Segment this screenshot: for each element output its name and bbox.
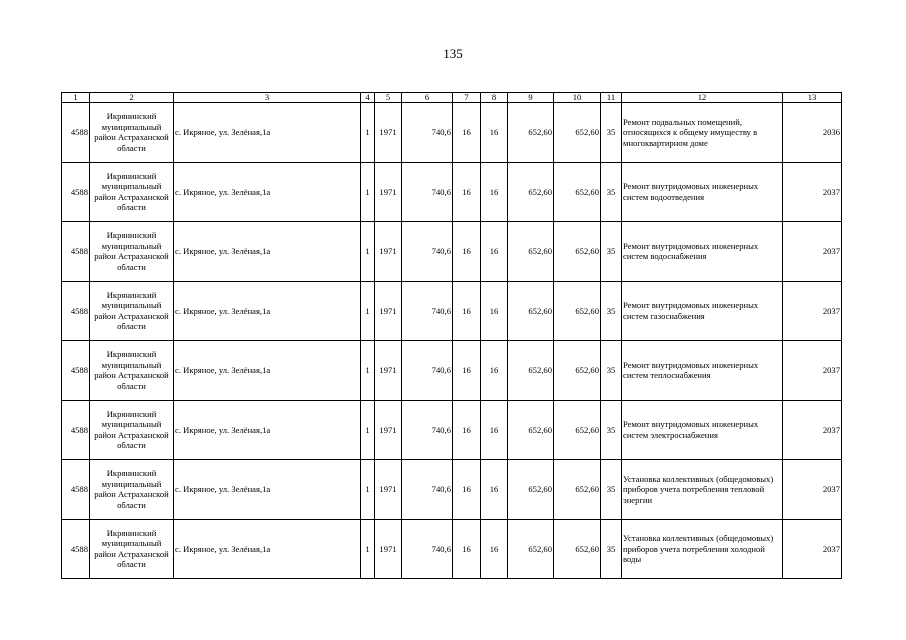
cell-col11: 35 xyxy=(601,400,622,460)
cell-col4: 1 xyxy=(361,460,375,520)
header-cell-13: 13 xyxy=(783,93,842,103)
cell-year: 1971 xyxy=(375,400,402,460)
cell-area-1: 652,60 xyxy=(508,162,554,222)
cell-address: с. Икряное, ул. Зелёная,1а xyxy=(174,103,361,163)
cell-year-planned: 2037 xyxy=(783,341,842,401)
cell-total-area: 740,6 xyxy=(402,103,453,163)
cell-address: с. Икряное, ул. Зелёная,1а xyxy=(174,341,361,401)
cell-object-id: 4588 xyxy=(62,460,90,520)
cell-work-type: Ремонт внутридомовых инженерных систем электроснабжения xyxy=(622,400,783,460)
cell-object-id: 4588 xyxy=(62,400,90,460)
cell-area-2: 652,60 xyxy=(554,281,601,341)
cell-area-1: 652,60 xyxy=(508,400,554,460)
cell-year-planned: 2037 xyxy=(783,162,842,222)
cell-col7: 16 xyxy=(453,222,481,282)
cell-object-id: 4588 xyxy=(62,103,90,163)
header-cell-8: 8 xyxy=(481,93,508,103)
header-cell-5: 5 xyxy=(375,93,402,103)
table-row xyxy=(62,519,842,579)
table-row xyxy=(62,400,842,460)
cell-address: с. Икряное, ул. Зелёная,1а xyxy=(174,281,361,341)
header-cell-1: 1 xyxy=(62,93,90,103)
table-row xyxy=(62,222,842,282)
cell-year: 1971 xyxy=(375,519,402,579)
cell-col8: 16 xyxy=(481,460,508,520)
cell-col7: 16 xyxy=(453,460,481,520)
cell-work-type: Ремонт внутридомовых инженерных систем газоснабжения xyxy=(622,281,783,341)
cell-year-planned: 2037 xyxy=(783,460,842,520)
cell-col7: 16 xyxy=(453,400,481,460)
cell-col7: 16 xyxy=(453,519,481,579)
cell-total-area: 740,6 xyxy=(402,281,453,341)
cell-address: с. Икряное, ул. Зелёная,1а xyxy=(174,162,361,222)
header-cell-6: 6 xyxy=(402,93,453,103)
cell-col8: 16 xyxy=(481,341,508,401)
cell-area-1: 652,60 xyxy=(508,103,554,163)
cell-object-id: 4588 xyxy=(62,281,90,341)
table-row xyxy=(62,103,842,163)
cell-col7: 16 xyxy=(453,341,481,401)
table-row xyxy=(62,281,842,341)
cell-area-2: 652,60 xyxy=(554,103,601,163)
cell-col11: 35 xyxy=(601,519,622,579)
cell-col11: 35 xyxy=(601,162,622,222)
cell-year-planned: 2037 xyxy=(783,519,842,579)
cell-col4: 1 xyxy=(361,400,375,460)
cell-col4: 1 xyxy=(361,162,375,222)
page-number: 135 xyxy=(443,46,463,61)
cell-col8: 16 xyxy=(481,400,508,460)
cell-municipality: Икрянинский муниципальный район Астраханской области xyxy=(90,222,174,282)
cell-area-2: 652,60 xyxy=(554,519,601,579)
cell-address: с. Икряное, ул. Зелёная,1а xyxy=(174,460,361,520)
cell-municipality: Икрянинский муниципальный район Астраханской области xyxy=(90,400,174,460)
cell-col11: 35 xyxy=(601,222,622,282)
cell-year-planned: 2037 xyxy=(783,281,842,341)
cell-total-area: 740,6 xyxy=(402,341,453,401)
cell-year-planned: 2037 xyxy=(783,222,842,282)
cell-work-type: Ремонт подвальных помещений, относящихся к общему имуществу в многоквартирном доме xyxy=(622,103,783,163)
cell-col8: 16 xyxy=(481,519,508,579)
cell-col4: 1 xyxy=(361,519,375,579)
cell-col11: 35 xyxy=(601,103,622,163)
header-cell-9: 9 xyxy=(508,93,554,103)
cell-year: 1971 xyxy=(375,341,402,401)
cell-work-type: Ремонт внутридомовых инженерных систем теплоснабжения xyxy=(622,341,783,401)
table-row xyxy=(62,162,842,222)
cell-col8: 16 xyxy=(481,281,508,341)
header-cell-11: 11 xyxy=(601,93,622,103)
cell-year-planned: 2037 xyxy=(783,400,842,460)
cell-area-1: 652,60 xyxy=(508,460,554,520)
header-cell-12: 12 xyxy=(622,93,783,103)
cell-area-2: 652,60 xyxy=(554,460,601,520)
cell-year: 1971 xyxy=(375,103,402,163)
header-cell-10: 10 xyxy=(554,93,601,103)
header-cell-4: 4 xyxy=(361,93,375,103)
cell-col11: 35 xyxy=(601,341,622,401)
cell-area-2: 652,60 xyxy=(554,222,601,282)
cell-area-1: 652,60 xyxy=(508,519,554,579)
cell-col8: 16 xyxy=(481,222,508,282)
cell-col4: 1 xyxy=(361,341,375,401)
cell-col4: 1 xyxy=(361,222,375,282)
cell-total-area: 740,6 xyxy=(402,460,453,520)
cell-area-2: 652,60 xyxy=(554,341,601,401)
cell-object-id: 4588 xyxy=(62,222,90,282)
cell-col11: 35 xyxy=(601,281,622,341)
cell-work-type: Ремонт внутридомовых инженерных систем водоотведения xyxy=(622,162,783,222)
cell-col4: 1 xyxy=(361,103,375,163)
cell-address: с. Икряное, ул. Зелёная,1а xyxy=(174,519,361,579)
table-row xyxy=(62,460,842,520)
cell-address: с. Икряное, ул. Зелёная,1а xyxy=(174,400,361,460)
data-table xyxy=(61,92,842,579)
cell-col8: 16 xyxy=(481,162,508,222)
cell-total-area: 740,6 xyxy=(402,519,453,579)
cell-year: 1971 xyxy=(375,281,402,341)
cell-municipality: Икрянинский муниципальный район Астраханской области xyxy=(90,162,174,222)
cell-col8: 16 xyxy=(481,103,508,163)
table-row xyxy=(62,341,842,401)
cell-area-1: 652,60 xyxy=(508,281,554,341)
cell-year: 1971 xyxy=(375,162,402,222)
cell-address: с. Икряное, ул. Зелёная,1а xyxy=(174,222,361,282)
cell-municipality: Икрянинский муниципальный район Астраханской области xyxy=(90,103,174,163)
cell-year: 1971 xyxy=(375,222,402,282)
cell-year-planned: 2036 xyxy=(783,103,842,163)
cell-work-type: Установка коллективных (общедомовых) приборов учета потребления тепловой энергии xyxy=(622,460,783,520)
cell-work-type: Установка коллективных (общедомовых) приборов учета потребления холодной воды xyxy=(622,519,783,579)
header-row xyxy=(62,93,842,103)
cell-col7: 16 xyxy=(453,103,481,163)
cell-year: 1971 xyxy=(375,460,402,520)
table-body xyxy=(62,103,842,579)
cell-municipality: Икрянинский муниципальный район Астраханской области xyxy=(90,281,174,341)
header-cell-2: 2 xyxy=(90,93,174,103)
cell-col7: 16 xyxy=(453,281,481,341)
cell-col7: 16 xyxy=(453,162,481,222)
cell-area-2: 652,60 xyxy=(554,400,601,460)
cell-work-type: Ремонт внутридомовых инженерных систем водоснабжения xyxy=(622,222,783,282)
cell-object-id: 4588 xyxy=(62,519,90,579)
cell-area-1: 652,60 xyxy=(508,222,554,282)
cell-col11: 35 xyxy=(601,460,622,520)
cell-total-area: 740,6 xyxy=(402,222,453,282)
cell-municipality: Икрянинский муниципальный район Астраханской области xyxy=(90,519,174,579)
cell-municipality: Икрянинский муниципальный район Астраханской области xyxy=(90,460,174,520)
header-cell-7: 7 xyxy=(453,93,481,103)
cell-area-1: 652,60 xyxy=(508,341,554,401)
cell-municipality: Икрянинский муниципальный район Астраханской области xyxy=(90,341,174,401)
cell-area-2: 652,60 xyxy=(554,162,601,222)
cell-object-id: 4588 xyxy=(62,162,90,222)
cell-total-area: 740,6 xyxy=(402,400,453,460)
cell-total-area: 740,6 xyxy=(402,162,453,222)
cell-object-id: 4588 xyxy=(62,341,90,401)
cell-col4: 1 xyxy=(361,281,375,341)
header-cell-3: 3 xyxy=(174,93,361,103)
